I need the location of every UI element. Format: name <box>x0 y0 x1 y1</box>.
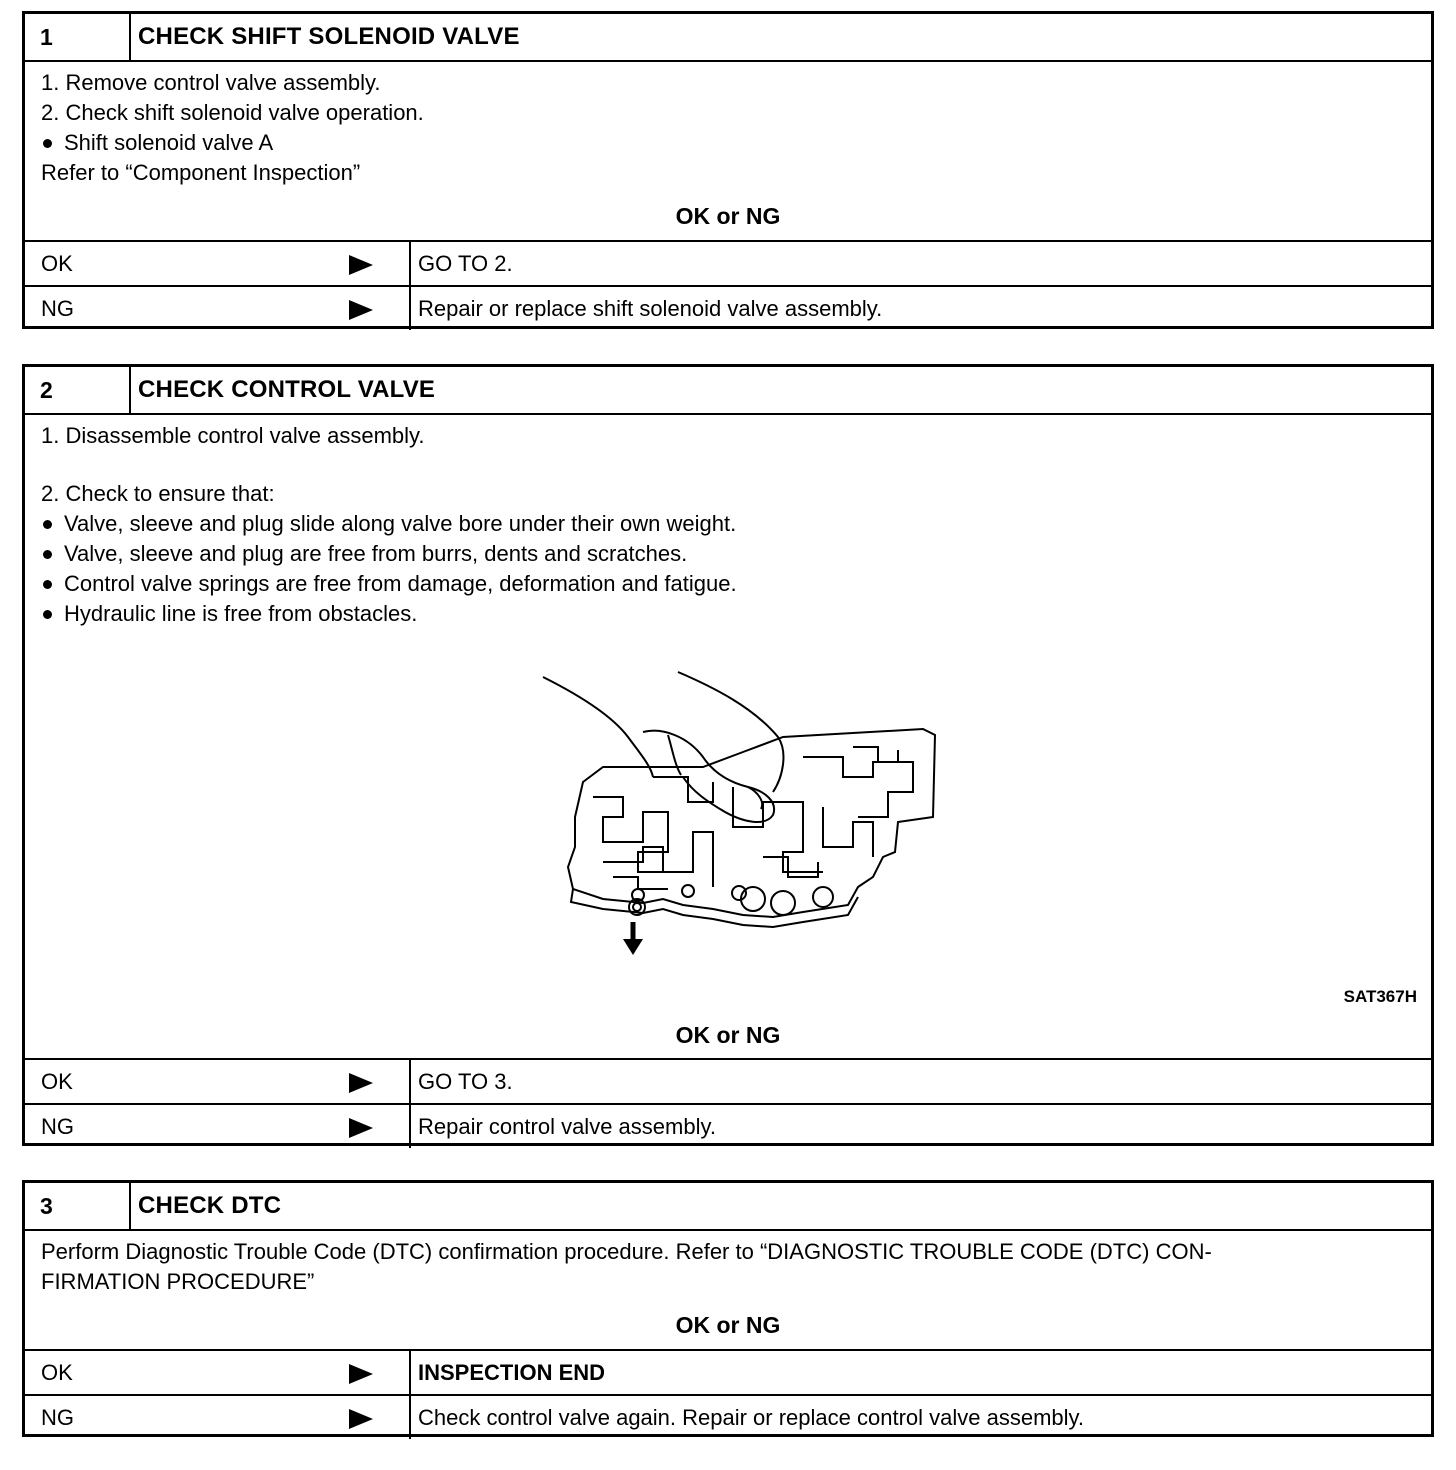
arrow-right-icon <box>349 1364 373 1384</box>
instruction-line: Perform Diagnostic Trouble Code (DTC) confirmation procedure. Refer to “DIAGNOSTIC TROUBLE CODE (DTC) CON- <box>41 1239 1212 1264</box>
step-header <box>25 367 1431 415</box>
step-number: 2 <box>25 367 131 413</box>
step-3-block <box>22 1180 1434 1437</box>
step-header <box>25 14 1431 62</box>
step-title: CHECK CONTROL VALVE <box>138 376 436 403</box>
bullet-item <box>41 569 1431 599</box>
bullet-text: Hydraulic line is free from obstacles. <box>64 601 418 626</box>
arrow-right-icon <box>349 1409 373 1429</box>
step-1-block <box>22 11 1434 329</box>
step-2-block <box>22 364 1434 1146</box>
arrow-right-icon <box>349 1118 373 1138</box>
step-number: 3 <box>25 1183 131 1229</box>
result-action: INSPECTION END <box>418 1360 606 1385</box>
ok-or-ng-label: OK or NG <box>675 203 781 229</box>
arrow-right-icon <box>349 300 373 320</box>
result-row-ok <box>25 1349 1431 1394</box>
result-key: OK <box>41 1069 73 1094</box>
instruction-line: 2. Check to ensure that: <box>41 481 275 506</box>
result-action: Repair or replace shift solenoid valve assembly. <box>418 296 883 321</box>
step-instructions <box>25 62 1431 240</box>
ok-or-ng-label: OK or NG <box>675 1022 781 1048</box>
bullet-text: Shift solenoid valve A <box>64 130 274 155</box>
bullet-text: Valve, sleeve and plug are free from burrs, dents and scratches. <box>64 541 688 566</box>
ok-or-ng-label: OK or NG <box>675 1312 781 1338</box>
result-row-ok <box>25 1058 1431 1103</box>
result-action: GO TO 3. <box>418 1069 513 1094</box>
step-title: CHECK SHIFT SOLENOID VALVE <box>138 23 520 50</box>
bullet-item <box>41 509 1431 539</box>
step-instructions <box>25 1231 1431 1349</box>
bullet-item <box>41 128 1431 158</box>
step-title: CHECK DTC <box>138 1192 282 1219</box>
result-action: Repair control valve assembly. <box>418 1114 716 1139</box>
reference-note: Refer to “Component Inspection” <box>41 160 361 185</box>
step-number: 1 <box>25 14 131 60</box>
control-valve-illustration <box>503 667 943 967</box>
arrow-right-icon <box>349 255 373 275</box>
instruction-line: FIRMATION PROCEDURE” <box>41 1269 315 1294</box>
bullet-item <box>41 599 1431 629</box>
instruction-line: 1. Disassemble control valve assembly. <box>41 423 425 448</box>
bullet-text: Valve, sleeve and plug slide along valve bore under their own weight. <box>64 511 737 536</box>
result-row-ng <box>25 1394 1431 1439</box>
result-row-ok <box>25 240 1431 285</box>
instruction-line: 1. Remove control valve assembly. <box>41 70 381 95</box>
bullet-icon <box>43 550 52 559</box>
result-row-ng <box>25 285 1431 330</box>
arrow-right-icon <box>349 1073 373 1093</box>
result-key: OK <box>41 251 73 276</box>
result-key: NG <box>41 296 74 321</box>
figure-code: SAT367H <box>1343 987 1417 1006</box>
bullet-icon <box>43 520 52 529</box>
bullet-icon <box>43 139 52 148</box>
result-row-ng <box>25 1103 1431 1148</box>
instruction-line: 2. Check shift solenoid valve operation. <box>41 100 424 125</box>
bullet-item <box>41 539 1431 569</box>
result-key: OK <box>41 1360 73 1385</box>
bullet-icon <box>43 580 52 589</box>
bullet-text: Control valve springs are free from damage, deformation and fatigue. <box>64 571 737 596</box>
step-instructions <box>25 415 1431 1058</box>
result-key: NG <box>41 1405 74 1430</box>
step-header <box>25 1183 1431 1231</box>
result-key: NG <box>41 1114 74 1139</box>
result-action: GO TO 2. <box>418 251 513 276</box>
result-action: Check control valve again. Repair or replace control valve assembly. <box>418 1405 1085 1430</box>
bullet-icon <box>43 610 52 619</box>
